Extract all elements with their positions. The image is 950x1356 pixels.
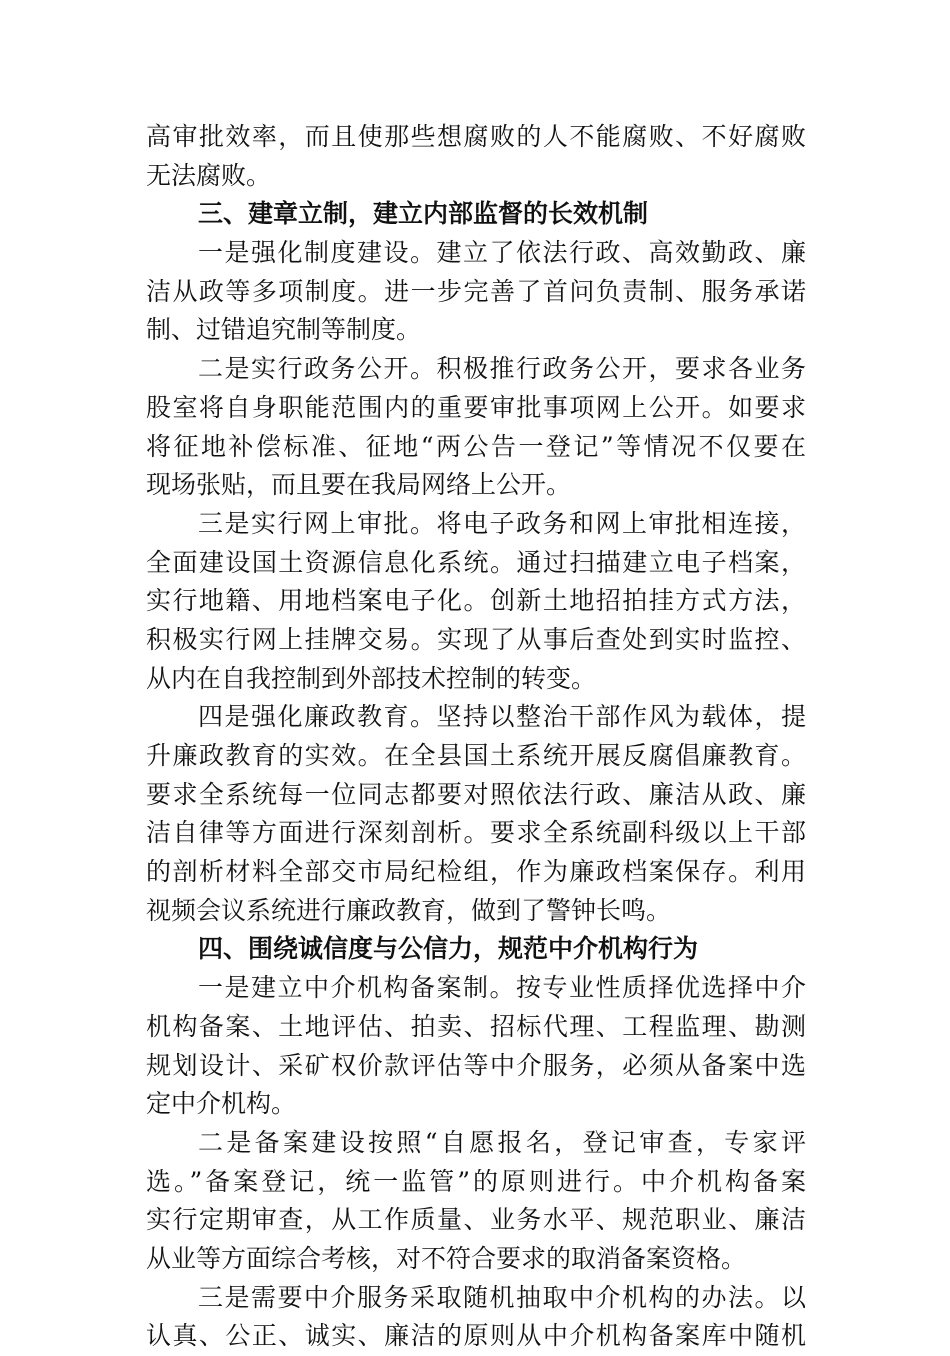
paragraph-line: 洁从政等多项制度。进一步完善了首问负责制、服务承诺 [146, 276, 806, 306]
paragraph-line: 选。”备案登记，统一监管”的原则进行。中介机构备案 [146, 1166, 806, 1196]
paragraph-last-line: 从业等方面综合考核，对不符合要求的取消备案资格。 [146, 1243, 747, 1273]
paragraph-first-line: 三是需要中介服务采取随机抽取中介机构的办法。以 [198, 1282, 806, 1312]
paragraph-line: 认真、公正、诚实、廉洁的原则从中介机构备案库中随机 [146, 1321, 806, 1351]
paragraph-last-line: 从内在自我控制到外部技术控制的转变。 [146, 663, 597, 693]
paragraph-first-line: 二是实行政务公开。积极推行政务公开，要求各业务 [198, 354, 806, 384]
paragraph-first-line: 一是建立中介机构备案制。按专业性质择优选择中介 [198, 973, 806, 1003]
paragraph-last-line: 无法腐败。 [146, 160, 272, 190]
paragraph-line: 要求全系统每一位同志都要对照依法行政、廉洁从政、廉 [146, 779, 806, 809]
paragraph-line: 积极实行网上挂牌交易。实现了从事后查处到实时监控、 [146, 624, 806, 654]
paragraph-last-line: 定中介机构。 [146, 1089, 297, 1119]
paragraph-last-line: 现场张贴，而且要在我局网络上公开。 [146, 470, 572, 500]
paragraph-line: 将征地补偿标准、征地“两公告一登记”等情况不仅要在 [146, 431, 806, 461]
paragraph-line: 机构备案、土地评估、拍卖、招标代理、工程监理、勘测 [146, 1011, 806, 1041]
paragraph-first-line: 二是备案建设按照“自愿报名，登记审查，专家评 [198, 1127, 806, 1157]
paragraph-line: 洁自律等方面进行深刻剖析。要求全系统副科级以上干部 [146, 818, 806, 848]
paragraph-line: 全面建设国土资源信息化系统。通过扫描建立电子档案， [146, 547, 806, 577]
section-heading: 三、建章立制，建立内部监督的长效机制 [198, 199, 649, 229]
paragraph-last-line: 制、过错追究制等制度。 [146, 315, 422, 345]
paragraph-line: 规划设计、采矿权价款评估等中介服务，必须从备案中选 [146, 1050, 806, 1080]
paragraph-line: 的剖析材料全部交市局纪检组，作为廉政档案保存。利用 [146, 857, 806, 887]
paragraph-line: 升廉政教育的实效。在全县国土系统开展反腐倡廉教育。 [146, 741, 806, 770]
paragraph-last-line: 视频会议系统进行廉政教育，做到了警钟长鸣。 [146, 895, 672, 925]
paragraph-line: 高审批效率，而且使那些想腐败的人不能腐败、不好腐败 [146, 122, 806, 151]
paragraph-line: 实行定期审查，从工作质量、业务水平、规范职业、廉洁 [146, 1205, 806, 1235]
paragraph-line: 实行地籍、用地档案电子化。创新土地招拍挂方式方法， [146, 586, 806, 616]
paragraph-first-line: 一是强化制度建设。建立了依法行政、高效勤政、廉 [198, 238, 806, 268]
section-heading: 四、围绕诚信度与公信力，规范中介机构行为 [198, 934, 699, 964]
paragraph-first-line: 三是实行网上审批。将电子政务和网上审批相连接， [198, 508, 806, 538]
document-page [146, 118, 806, 1356]
paragraph-line: 股室将自身职能范围内的重要审批事项网上公开。如要求 [146, 392, 806, 422]
paragraph-first-line: 四是强化廉政教育。坚持以整治干部作风为载体，提 [198, 702, 806, 732]
